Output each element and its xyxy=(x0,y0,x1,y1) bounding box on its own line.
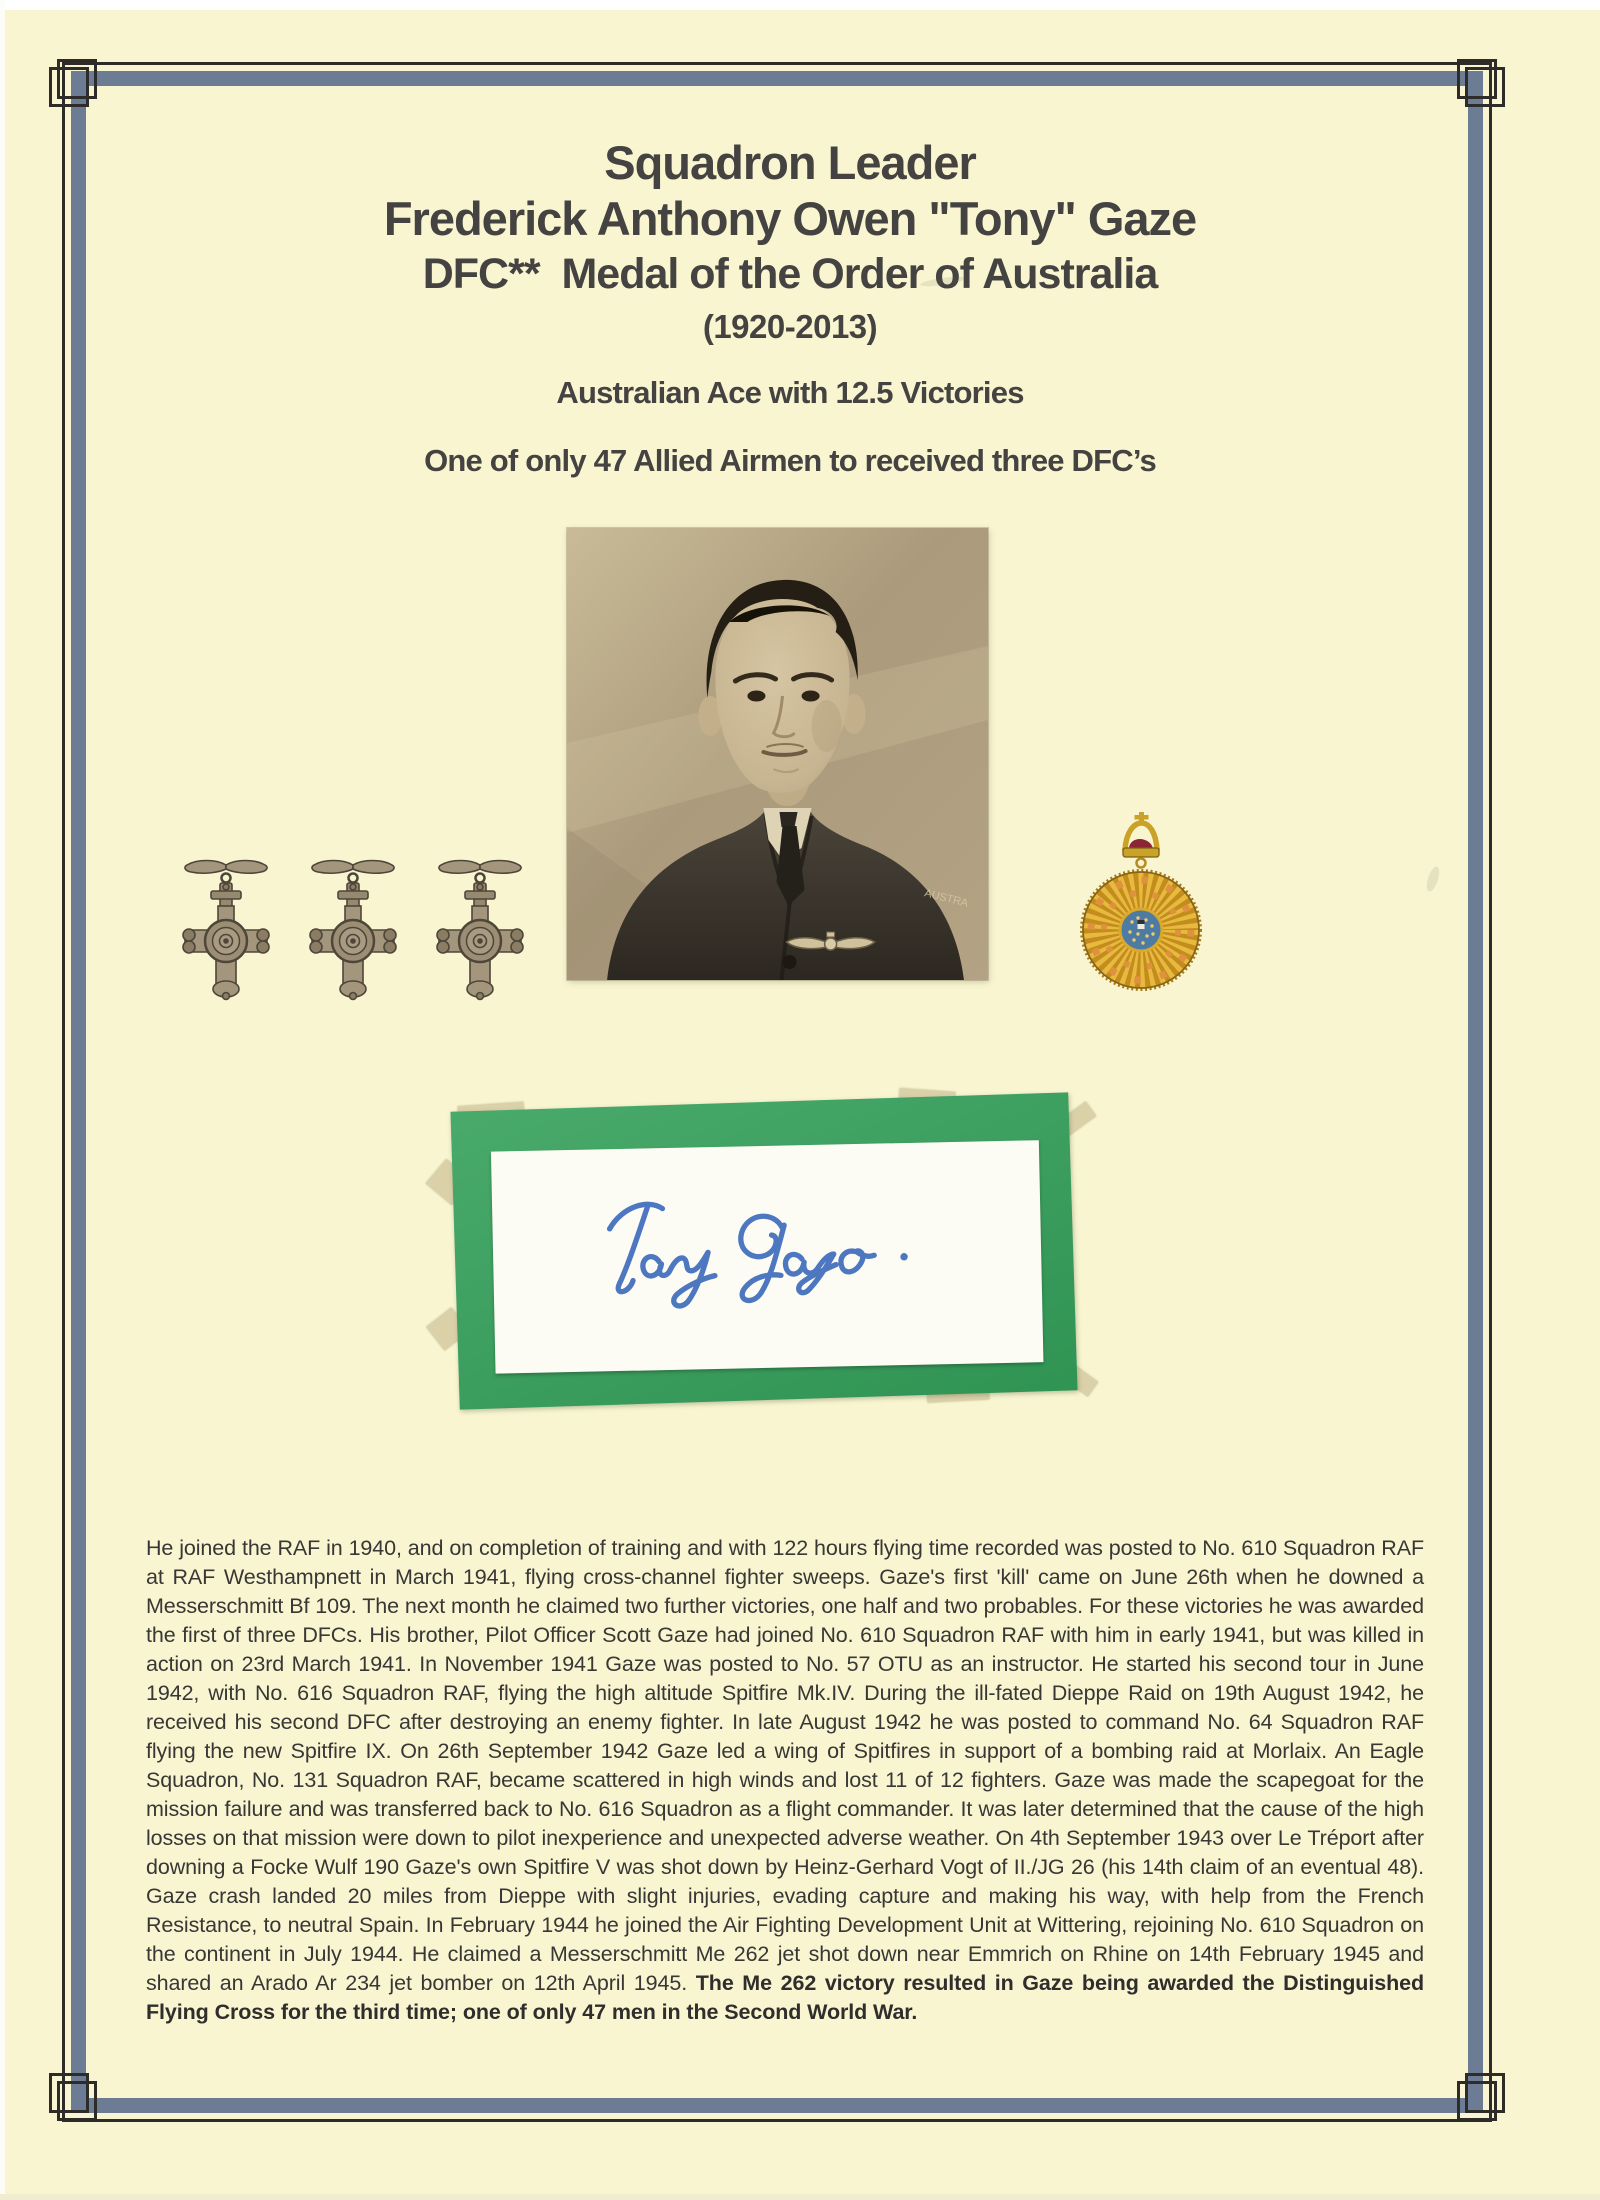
portrait-photo xyxy=(567,528,988,980)
subtitle-ace: Australian Ace with 12.5 Victories xyxy=(556,375,1024,411)
subtitle-dfc: One of only 47 Allied Airmen to received three DFC’s xyxy=(424,443,1156,479)
scan-edge-bottom xyxy=(0,2194,1600,2200)
document-header xyxy=(90,136,1490,479)
scan-edge-top xyxy=(0,0,1600,10)
crown xyxy=(1122,812,1160,857)
sunburst-disc xyxy=(1082,871,1201,990)
border-corner-ornament-bottom-right-2 xyxy=(1465,2073,1505,2113)
border-corner-ornament-top-left-2 xyxy=(49,67,89,107)
dfc-medal-icon-3 xyxy=(434,858,526,1003)
border-corner-ornament-top-right-2 xyxy=(1465,67,1505,107)
portrait-illustration xyxy=(567,528,988,980)
title-years: (1920-2013) xyxy=(702,307,878,345)
title-name: Frederick Anthony Owen "Tony" Gaze xyxy=(383,192,1197,246)
order-of-australia-medal-icon xyxy=(1068,806,1214,1002)
border-corner-ornament-bottom-left-2 xyxy=(49,2073,89,2113)
dfc-medal-icon-1 xyxy=(180,858,272,1003)
title-rank: Squadron Leader xyxy=(604,136,976,189)
dfc-medal-icon-2 xyxy=(307,858,399,1003)
title-honours: DFC** Medal of the Order of Australia xyxy=(422,250,1158,299)
signature-handwriting xyxy=(592,1177,925,1319)
signature-mount xyxy=(441,1086,1101,1426)
biography-regular-text: He joined the RAF in 1940, and on completion of training and with 122 hours flying time recorded was posted to No. 610 Squadron RAF at RAF Westhampnett in March 1941, flying cross-channel fighter sweeps. Gaze's first 'kill' came on June 26th when he downed a Messerschmitt Bf 109. The next month he claimed two further victories, one half and two probables. For these victories he was awarded the first of three DFCs. His brother, Pilot Officer Scott Gaze had joined No. 610 Squadron RAF with him in early 1941, but was killed in action on 23rd March 1941. In November 1941 Gaze was posted to No. 57 OTU as an instructor. He started his second tour in June 1942, with No. 616 Squadron RAF, flying the high altitude Spitfire Mk.IV. During the ill-fated Dieppe Raid on 19th August 1942, he received his second DFC after destroying an enemy fighter. In late August 1942 he was posted to command No. 64 Squadron RAF flying the new Spitfire IX. On 26th September 1942 Gaze led a wing of Spitfires in support of a bombing raid at Morlaix. An Eagle Squadron, No. 131 Squadron RAF, became scattered in high winds and lost 11 of 12 fighters. Gaze was made the scapegoat for the mission failure and was transferred back to No. 616 Squadron as a flight commander. It was later determined that the cause of the high losses on that mission were down to pilot inexperience and unexpected adverse weather. On 4th September 1943 over Le Tréport after downing a Focke Wulf 190 Gaze's own Spitfire V was shot down by Heinz-Gerhard Vogt of II./JG 26 (his 14th claim of an eventual 48). Gaze crash landed 20 miles from Dieppe with slight injuries, evading capture and making his way, with help from the French Resistance, to neutral Spain. In February 1944 he joined the Air Fighting Development Unit at Wittering, rejoining No. 610 Squadron on the continent in July 1944. He claimed a Messerschmitt Me 262 jet shot down near Emmrich on Rhine on 14th February 1945 and shared an Arado Ar 234 jet bomber on 12th April 1945. xyxy=(146,1535,1424,1995)
signature-card xyxy=(491,1140,1044,1373)
shoulder-flash-text: AUSTRA xyxy=(923,887,970,910)
scan-edge-left xyxy=(0,0,5,2200)
biography-paragraph xyxy=(146,1534,1424,2027)
suspension-ring xyxy=(1137,859,1146,868)
green-mount-frame xyxy=(450,1092,1077,1409)
biography-bold-text: The Me 262 victory resulted in Gaze being awarded the Distinguished Flying Cross for the third time; one of only 47 men in the Second World War. xyxy=(146,1970,1424,2024)
